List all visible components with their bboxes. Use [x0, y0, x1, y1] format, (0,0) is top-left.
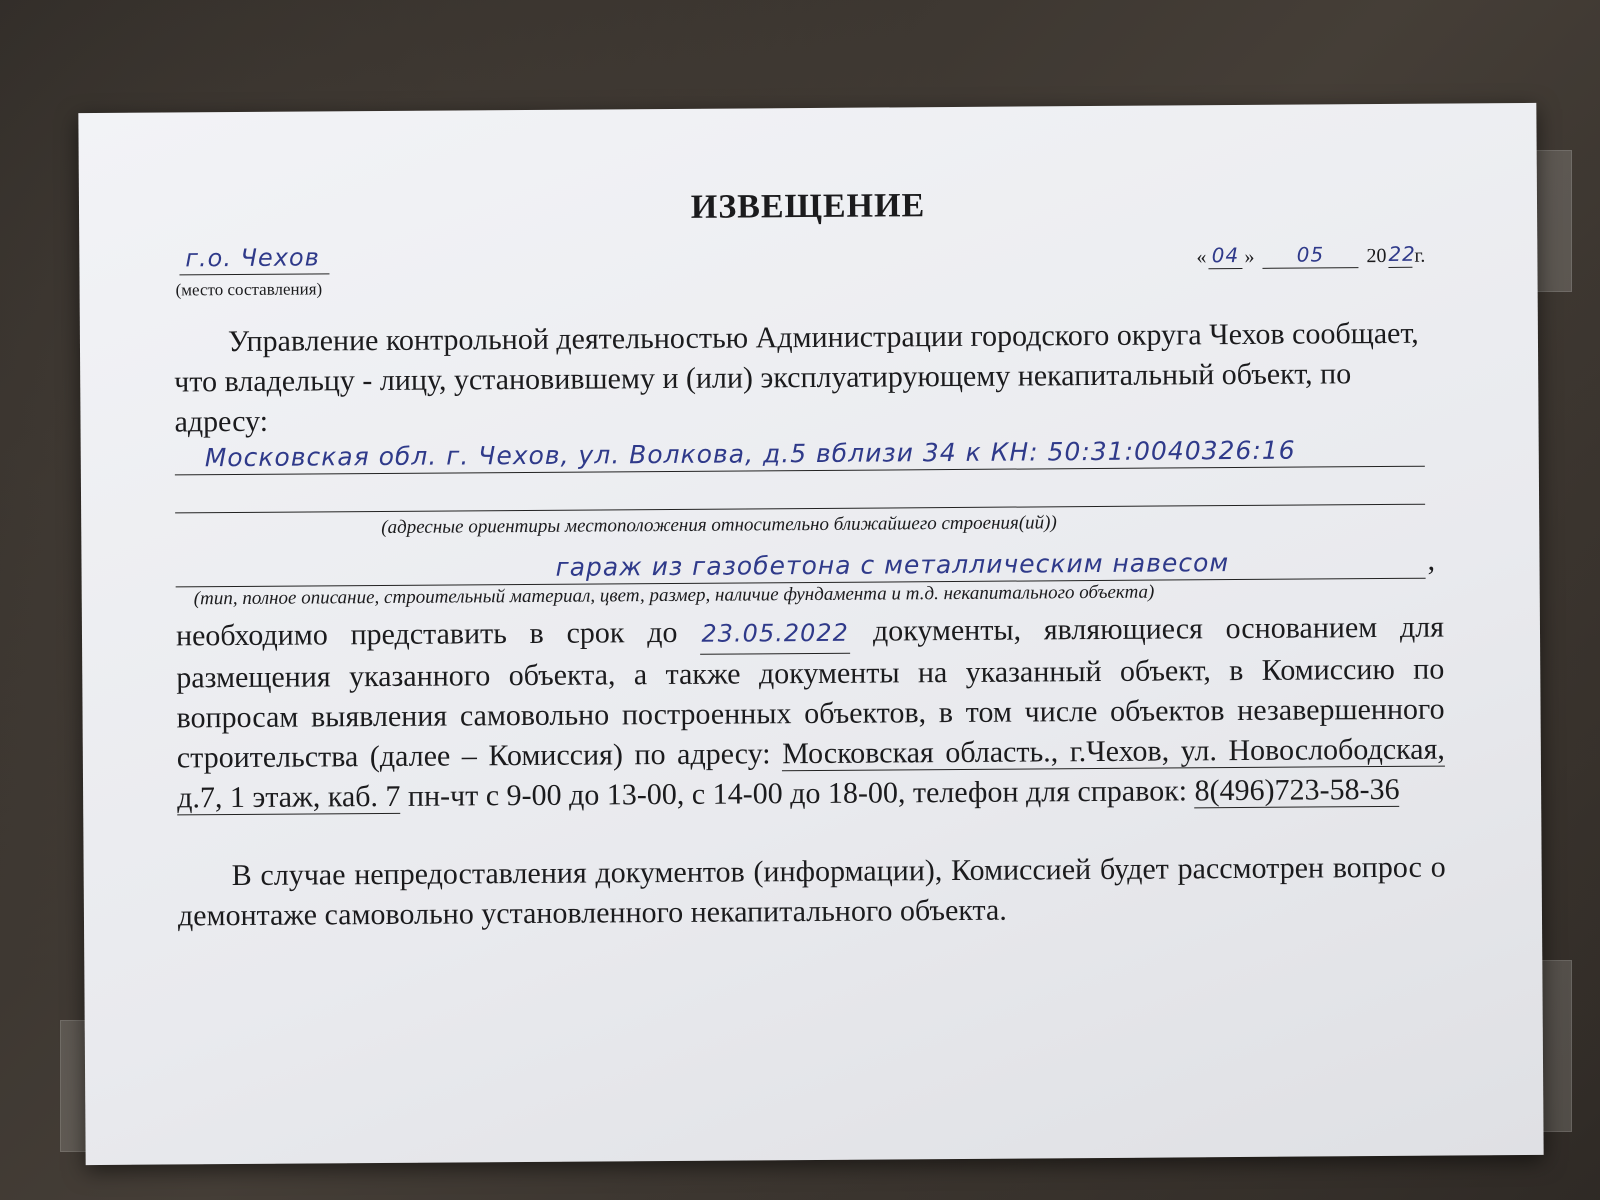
notice-sheet: [78, 103, 1543, 1165]
date-year-prefix: 20: [1366, 244, 1387, 268]
deadline-field: [700, 612, 850, 655]
date-year-field: [1388, 241, 1416, 268]
object-line: [175, 540, 1425, 588]
intro-paragraph: Управление контрольной деятельностью Администрации городского округа Чехов сообщает, что владельцу - лицу, установившему и (или) эксплуатирующему некапитальный объект, по адресу:: [174, 316, 1419, 439]
warning-paragraph: В случае непредоставления документов (информации), Комиссией будет рассмотрен вопрос о демонтаже самовольно установленного некапитального объекта.: [177, 850, 1446, 933]
requirement-before: необходимо представить в срок до: [175, 615, 678, 653]
notice-title: ИЗВЕЩЕНИЕ: [690, 187, 926, 226]
date-year-end: г.: [1414, 244, 1426, 267]
date-day-field: [1208, 243, 1242, 269]
object-caption: (тип, полное описание, строительный материал, цвет, размер, наличие фундамента и т.д. некапитального объекта): [193, 581, 1155, 610]
address-handwritten: Московская обл. г. Чехов, ул. Волкова, д.5 вблизи 34 к КН: 50:31:0040326:16: [204, 435, 1296, 473]
date-close-quote: »: [1244, 245, 1255, 268]
requirement-paragraph: [176, 608, 1445, 819]
date-month-field: [1262, 242, 1358, 269]
phone-number: 8(496)723-58-36: [1194, 772, 1400, 808]
commission-address: Московская область., г.Чехов, ул. Новослободская, д.7, 1 этаж, каб. 7: [177, 732, 1445, 815]
place-caption: (место составления): [175, 279, 323, 300]
object-comma: ,: [1427, 543, 1436, 577]
date-month: 05: [1296, 242, 1325, 267]
deadline-handwritten: 23.05.2022: [701, 618, 849, 648]
date-field: [1196, 242, 1425, 270]
date-open-quote: «: [1196, 246, 1207, 269]
date-day: 04: [1211, 243, 1240, 268]
requirement-after: документы, являющиеся основанием для размещения указанного объекта, а также документы на указанный объект, в Комиссию по вопросам выявления самовольно построенных объектов, в том числе объектов незавершенного строительства (далее – Комиссия) по адресу:: [176, 610, 1445, 775]
place-field: [179, 239, 329, 275]
address-line-1: [175, 426, 1425, 476]
office-hours: пн-чт с 9-00 до 13-00, с 14-00 до 18-00, телефон для справок:: [407, 774, 1188, 813]
address-caption: (адресные ориентиры местоположения относительно ближайшего строения(ий)): [381, 512, 1057, 538]
place-handwritten: г.о. Чехов: [185, 243, 320, 273]
date-year-suffix: 22: [1388, 241, 1416, 266]
address-line-2: [175, 476, 1425, 514]
object-handwritten: гараж из газобетона с металлическим навесом: [555, 548, 1230, 582]
